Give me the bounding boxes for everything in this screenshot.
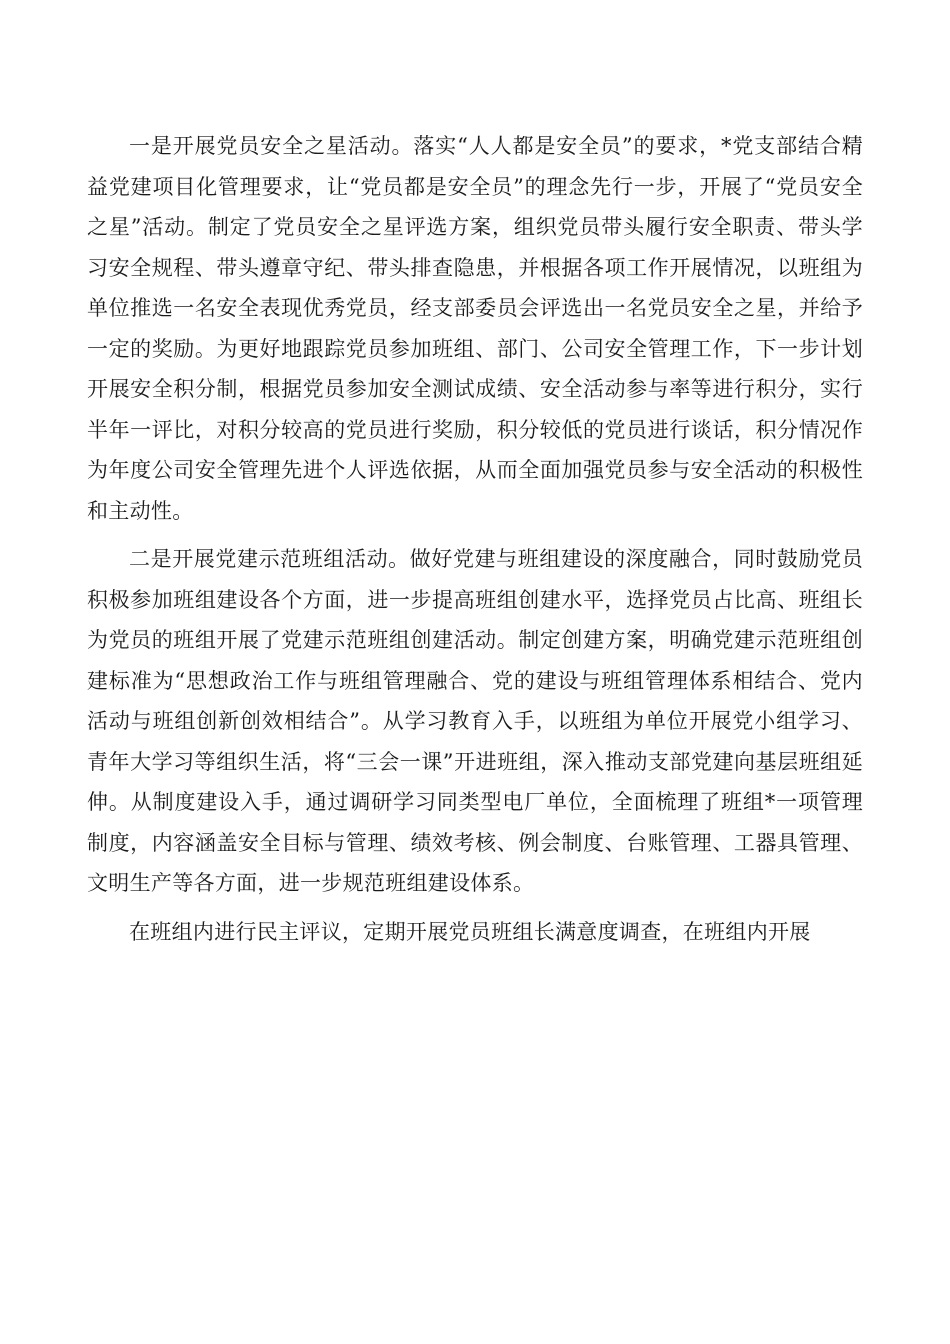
- paragraph-demo-team: 二是开展党建示范班组活动。做好党建与班组建设的深度融合，同时鼓励党员积极参加班组建设各个方面，进一步提高班组创建水平，选择党员占比高、班组长为党员的班组开展了党建示范班组创建活动。制定创建方案，明确党建示范班组创建标准为“思想政治工作与班组管理融合、党的建设与班组管理体系相结合、党内活动与班组创新创效相结合”。从学习教育入手，以班组为单位开展党小组学习、青年大学习等组织生活，将“三会一课”开进班组，深入推动支部党建向基层班组延伸。从制度建设入手，通过调研学习同类型电厂单位，全面梳理了班组*一项管理制度，内容涵盖安全目标与管理、绩效考核、例会制度、台账管理、工器具管理、文明生产等各方面，进一步规范班组建设体系。: [87, 547, 863, 895]
- document-body: [87, 126, 863, 952]
- paragraph-safety-star: 一是开展党员安全之星活动。落实“人人都是安全员”的要求，*党支部结合精益党建项目化管理要求，让“党员都是安全员”的理念先行一步，开展了“党员安全之星”活动。制定了党员安全之星评选方案，组织党员带头履行安全职责、带头学习安全规程、带头遵章守纪、带头排查隐患，并根据各项工作开展情况，以班组为单位推选一名安全表现优秀党员，经支部委员会评选出一名党员安全之星，并给予一定的奖励。为更好地跟踪党员参加班组、部门、公司安全管理工作，下一步计划开展安全积分制，根据党员参加安全测试成绩、安全活动参与率等进行积分，实行半年一评比，对积分较高的党员进行奖励，积分较低的党员进行谈话，积分情况作为年度公司安全管理先进个人评选依据，从而全面加强党员参与安全活动的积极性和主动性。: [87, 134, 863, 523]
- paragraph-democratic-review: 在班组内进行民主评议，定期开展党员班组长满意度调查，在班组内开展: [129, 919, 811, 944]
